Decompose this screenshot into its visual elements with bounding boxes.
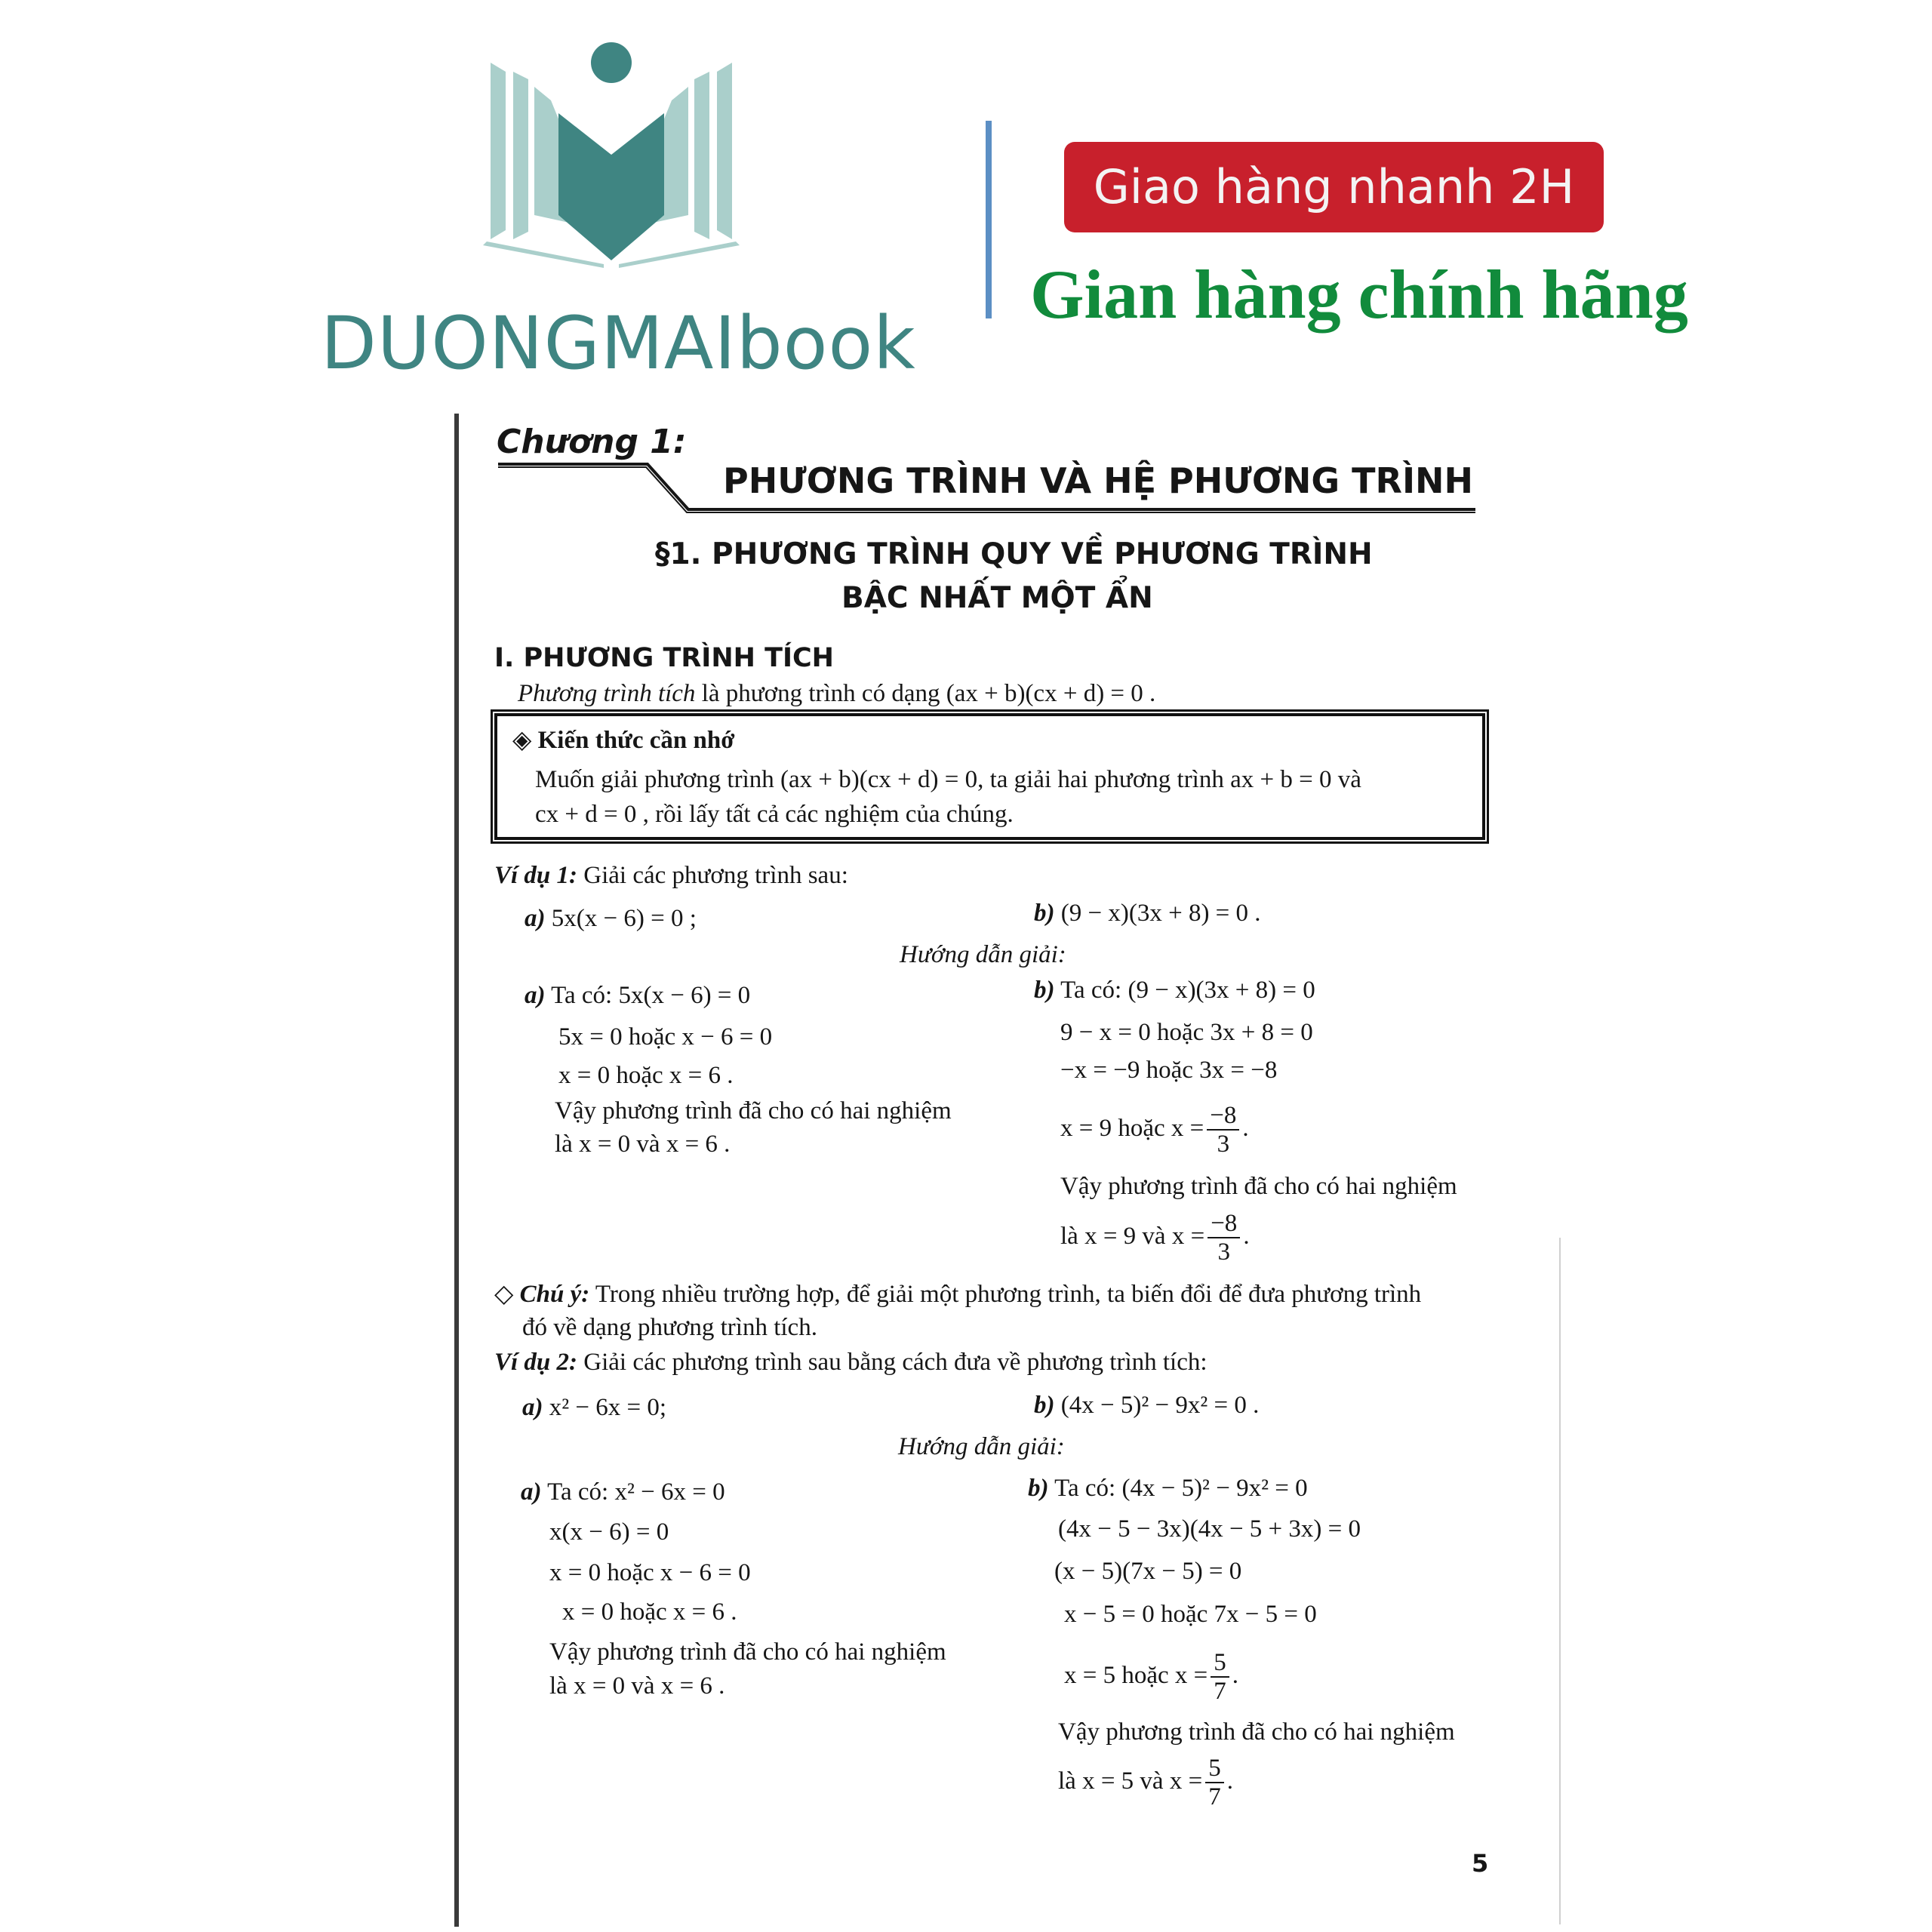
solution-b-step: x = 5 hoặc x = $\frac{5}{7}$ . xyxy=(1064,1649,1239,1706)
definition-text: là phương trình có dạng (ax + b)(cx + d) = 0 . xyxy=(695,680,1156,707)
page-binding-line xyxy=(454,414,459,1927)
solution-a-conclusion: Vậy phương trình đã cho có hai nghiệm xyxy=(549,1638,946,1666)
section-title-line-2: BẬC NHẤT MỘT ẨN xyxy=(841,581,1153,615)
solution-b-conclusion: Vậy phương trình đã cho có hai nghiệm xyxy=(1060,1173,1457,1200)
remember-box xyxy=(494,713,1485,840)
solution-a-step: a) Ta có: x² − 6x = 0 xyxy=(521,1478,725,1506)
solution-guide-heading: Hướng dẫn giải: xyxy=(900,941,1066,968)
section-title: §1. PHƯƠNG TRÌNH QUY VỀ PHƯƠNG TRÌNH xyxy=(655,537,1373,571)
solution-a-step: x(x − 6) = 0 xyxy=(549,1518,669,1546)
example-2-prompt: Ví dụ 2: Giải các phương trình sau bằng cách đưa về phương trình tích: xyxy=(494,1349,1208,1376)
chapter-label: Chương 1: xyxy=(497,423,687,461)
remember-box-line: Muốn giải phương trình (ax + b)(cx + d) = 0, ta giải hai phương trình ax + b = 0 và xyxy=(535,766,1361,793)
example-1-part-b: b) (9 − x)(3x + 8) = 0 . xyxy=(1034,900,1261,927)
solution-b-conclusion: là x = 9 và x = $\frac{-8}{3}$ . xyxy=(1060,1210,1250,1266)
solution-b-step: (4x − 5 − 3x)(4x − 5 + 3x) = 0 xyxy=(1058,1515,1361,1543)
chapter-title: PHƯƠNG TRÌNH VÀ HỆ PHƯƠNG TRÌNH xyxy=(723,460,1474,501)
example-label: Ví dụ 1: xyxy=(494,862,578,889)
solution-a-step: 5x = 0 hoặc x − 6 = 0 xyxy=(558,1023,773,1051)
solution-a-conclusion: Vậy phương trình đã cho có hai nghiệm xyxy=(555,1097,952,1124)
solution-b-step: (x − 5)(7x − 5) = 0 xyxy=(1054,1558,1242,1585)
solution-b-conclusion: là x = 5 và x = $\frac{5}{7}$ . xyxy=(1058,1755,1233,1811)
example-label: Ví dụ 2: xyxy=(494,1349,578,1376)
solution-b-step: x = 9 hoặc x = $\frac{-8}{3}$ . xyxy=(1060,1102,1249,1158)
diamond-icon: ◇ xyxy=(494,1281,514,1308)
solution-b-step: b) Ta có: (4x − 5)² − 9x² = 0 xyxy=(1028,1475,1308,1502)
book-logo-icon xyxy=(483,42,740,268)
page-right-edge xyxy=(1559,1238,1561,1924)
solution-b-step: −x = −9 hoặc 3x = −8 xyxy=(1060,1057,1278,1084)
page-number: 5 xyxy=(1472,1849,1489,1878)
note-paragraph-line-2: đó về dạng phương trình tích. xyxy=(522,1314,817,1341)
example-2-part-b: b) (4x − 5)² − 9x² = 0 . xyxy=(1034,1392,1260,1419)
note-paragraph: ◇ Chú ý: Trong nhiều trường hợp, để giải một phương trình, ta biến đổi để đưa phương trình xyxy=(494,1281,1422,1308)
fraction: $\frac{5}{7}$ xyxy=(1211,1649,1229,1705)
example-1-prompt: Ví dụ 1: Giải các phương trình sau: xyxy=(494,862,848,889)
solution-b-conclusion: Vậy phương trình đã cho có hai nghiệm xyxy=(1058,1718,1455,1746)
solution-a-step: a) Ta có: 5x(x − 6) = 0 xyxy=(525,982,751,1009)
solution-a-step: x = 0 hoặc x = 6 . xyxy=(562,1598,737,1626)
solution-a-conclusion: là x = 0 và x = 6 . xyxy=(555,1131,731,1158)
fast-delivery-badge: Giao hàng nhanh 2H xyxy=(1064,142,1604,232)
example-2-part-a: a) x² − 6x = 0; xyxy=(522,1394,667,1421)
definition-term: Phương trình tích xyxy=(518,680,696,707)
fraction: $\frac{5}{7}$ xyxy=(1205,1755,1224,1810)
solution-guide-heading: Hướng dẫn giải: xyxy=(898,1433,1065,1460)
solution-a-step: x = 0 hoặc x − 6 = 0 xyxy=(549,1559,751,1586)
solution-a-step: x = 0 hoặc x = 6 . xyxy=(558,1062,734,1089)
remember-box-line: cx + d = 0 , rồi lấy tất cả các nghiệm của chúng. xyxy=(535,801,1014,828)
brand-name: DUONGMAIbook xyxy=(321,301,916,386)
official-store-label: Gian hàng chính hãng xyxy=(1030,256,1688,333)
solution-b-step: b) Ta có: (9 − x)(3x + 8) = 0 xyxy=(1034,977,1315,1004)
remember-box-title: ◈ Kiến thức cần nhớ xyxy=(512,727,735,754)
banner-divider xyxy=(986,121,992,318)
example-1-part-a: a) 5x(x − 6) = 0 ; xyxy=(525,905,697,932)
definition-line xyxy=(518,677,1155,710)
solution-a-conclusion: là x = 0 và x = 6 . xyxy=(549,1672,725,1700)
solution-b-step: x − 5 = 0 hoặc 7x − 5 = 0 xyxy=(1064,1601,1317,1628)
solution-b-step: 9 − x = 0 hoặc 3x + 8 = 0 xyxy=(1060,1019,1313,1046)
heading-product-equation: I. PHƯƠNG TRÌNH TÍCH xyxy=(494,643,834,673)
fraction: $\frac{-8}{3}$ xyxy=(1208,1210,1240,1266)
fraction: $\frac{-8}{3}$ xyxy=(1207,1102,1239,1158)
